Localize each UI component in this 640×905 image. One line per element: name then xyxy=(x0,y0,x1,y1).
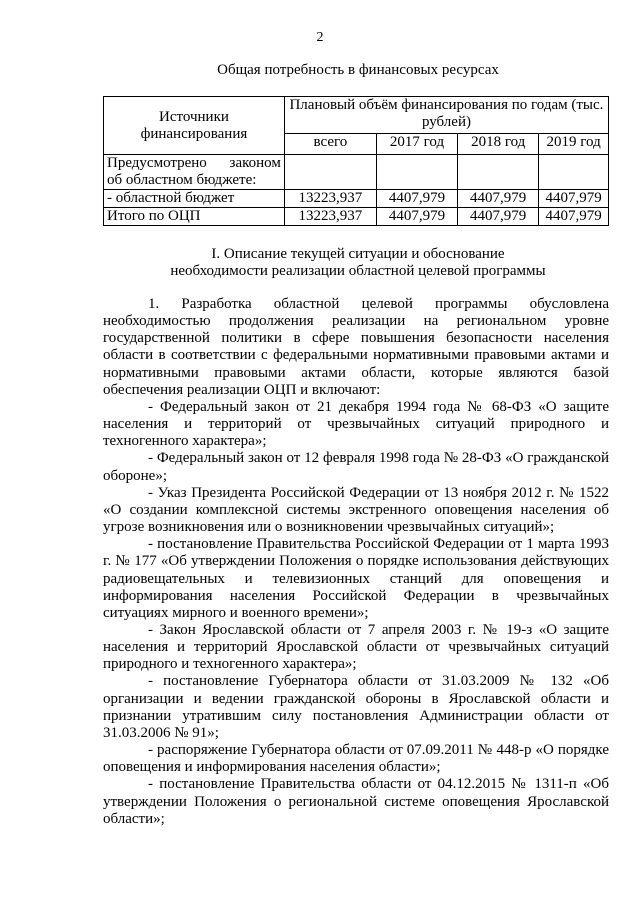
page-number: 2 xyxy=(316,30,324,45)
table-row xyxy=(104,190,609,208)
list-item: - Указ Президента Российской Федерации от 13 ноября 2012 г. № 1522 «О создании комплексной системы экстренного оповещения населения об угрозе возникновения или о возникновении чрезвычайных ситуаций»; xyxy=(103,484,609,536)
row-label: Итого по ОЦП xyxy=(104,208,285,226)
list-item: - Федеральный закон от 12 февраля 1998 года № 28-ФЗ «О гражданской обороне»; xyxy=(103,450,609,484)
table-cell xyxy=(284,155,376,190)
table-title: Общая потребность в финансовых ресурсах xyxy=(217,62,499,78)
table-cell: 4407,979 xyxy=(539,208,609,226)
list-item: - распоряжение Губернатора области от 07.09.2011 № 448-р «О порядке оповещения и информирования населения области»; xyxy=(103,742,609,776)
table-cell: 13223,937 xyxy=(284,190,376,208)
list-item: - Закон Ярославской области от 7 апреля 2003 г. № 19-з «О защите населения и территорий Ярославской области от чрезвычайных ситуаций природного и техногенного характера»; xyxy=(103,621,609,673)
table-cell xyxy=(539,155,609,190)
table-cell: 4407,979 xyxy=(458,208,539,226)
section-title-line1: I. Описание текущей ситуации и обоснование xyxy=(211,246,505,262)
table-cell: 4407,979 xyxy=(376,208,457,226)
column-header-2018: 2018 год xyxy=(458,134,539,155)
table-cell: 13223,937 xyxy=(284,208,376,226)
table-cell xyxy=(458,155,539,190)
paragraph: 1. Разработка областной целевой программы обусловлена необходимостью продолжения реализации на региональном уровне государственной политики в сфере повышения безопасности населения области в соответствии с федеральными нормативными правовыми актами и нормативными правовыми актами области, которые являются базой обеспечения реализации ОЦП и включают: xyxy=(103,296,609,398)
column-header-2017: 2017 год xyxy=(376,134,457,155)
column-header-2019: 2019 год xyxy=(539,134,609,155)
header-source: Источники финансирования xyxy=(104,97,285,155)
financing-table xyxy=(103,96,609,226)
table-cell: 4407,979 xyxy=(376,190,457,208)
section-title-line2: необходимости реализации областной целевой программы xyxy=(170,263,546,279)
table-cell xyxy=(376,155,457,190)
header-plan: Плановый объём финансирования по годам (тыс. рублей) xyxy=(284,97,608,134)
table-row xyxy=(104,155,609,190)
provided-label-line1: Предусмотрено законом xyxy=(107,155,281,171)
body-text xyxy=(103,296,609,828)
table-cell: 4407,979 xyxy=(458,190,539,208)
table-row xyxy=(104,208,609,226)
row-label: - областной бюджет xyxy=(104,190,285,208)
provided-label xyxy=(104,155,285,190)
section-title xyxy=(0,246,640,280)
list-item: - постановление Правительства области от 04.12.2015 № 1311-п «Об утверждении Положения о региональной системе оповещения Ярославской области»; xyxy=(103,776,609,827)
table-cell: 4407,979 xyxy=(539,190,609,208)
provided-label-line2: об областном бюджете: xyxy=(107,172,257,188)
list-item: - Федеральный закон от 21 декабря 1994 года № 68-ФЗ «О защите населения и территорий от чрезвычайных ситуаций природного и техногенного характера»; xyxy=(103,398,609,450)
list-item: - постановление Правительства Российской Федерации от 1 марта 1993 г. № 177 «Об утверждении Положения о порядке использования действующих радиовещательных и телевизионных станций для оповещения и информирования населения Российской Федерации в чрезвычайных ситуациях мирного и военного времени»; xyxy=(103,536,609,621)
column-header-total: всего xyxy=(284,134,376,155)
list-item: - постановление Губернатора области от 31.03.2009 № 132 «Об организации и ведении гражданской обороны в Ярославской области и признании утратившим силу постановления Администрации области от 31.03.2006 № 91»; xyxy=(103,673,609,741)
